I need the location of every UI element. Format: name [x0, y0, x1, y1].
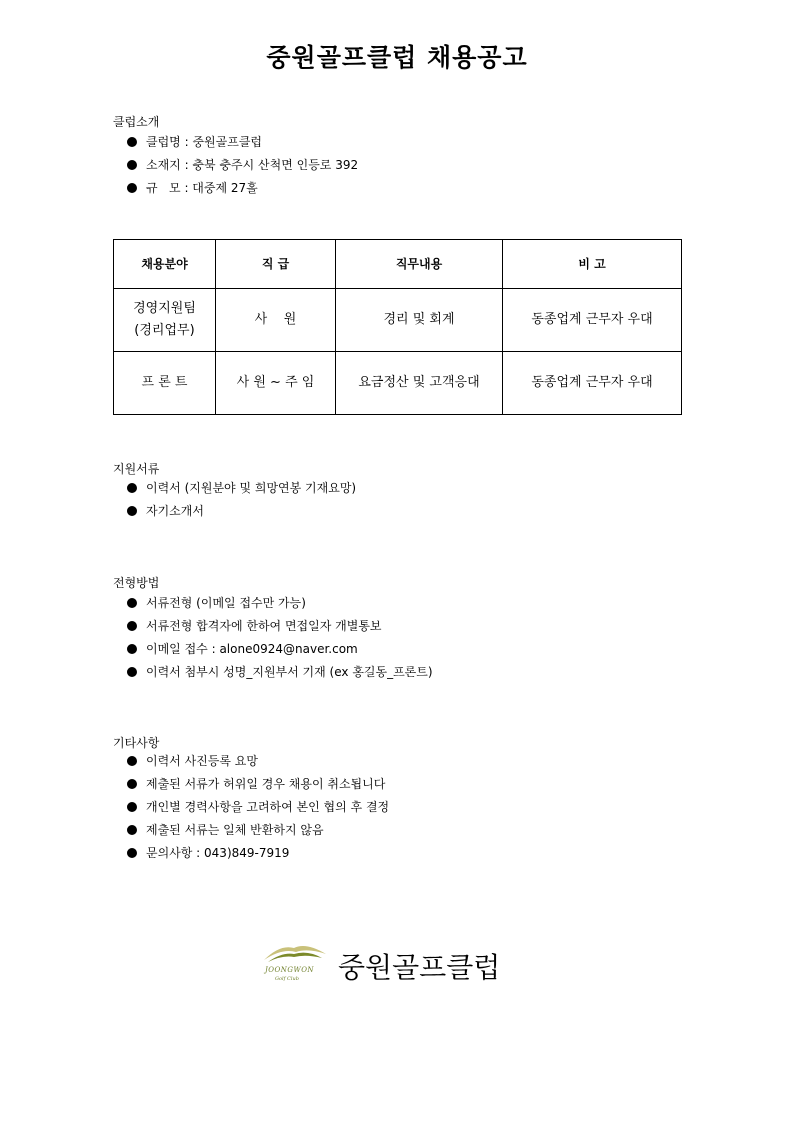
other-list — [127, 750, 389, 865]
page-title: 중원골프클럽 채용공고 — [266, 43, 528, 72]
documents-list — [127, 477, 356, 523]
cell-duty: 요금정산 및 고객응대 — [336, 352, 503, 415]
cell-field: 프 론 트 — [114, 352, 216, 415]
cell-field: 경영지원팀 (경리업무) — [114, 289, 216, 352]
list-item: 클럽명 : 중원골프클럽 — [127, 131, 358, 154]
list-item: 이력서 사진등록 요망 — [127, 750, 389, 773]
logo-brand: JOONGWON — [265, 966, 315, 974]
bullet-icon — [127, 598, 137, 608]
table-row — [114, 289, 682, 352]
table-row — [114, 352, 682, 415]
bullet-icon — [127, 160, 137, 170]
bullet-icon — [127, 756, 137, 766]
list-item: 자기소개서 — [127, 500, 356, 523]
other-heading: 기타사항 — [113, 736, 160, 750]
header-field: 채용분야 — [114, 240, 216, 289]
bullet-icon — [127, 802, 137, 812]
bullet-icon — [127, 137, 137, 147]
bullet-icon — [127, 825, 137, 835]
header-duty: 직무내용 — [336, 240, 503, 289]
table-header-row — [114, 240, 682, 289]
bullet-icon — [127, 183, 137, 193]
bullet-icon — [127, 779, 137, 789]
list-item: 이력서 첨부시 성명_지원부서 기재 (ex 홍길동_프론트) — [127, 661, 433, 684]
club-intro-heading: 클럽소개 — [113, 115, 160, 129]
list-item: 서류전형 합격자에 한하여 면접일자 개별통보 — [127, 615, 433, 638]
list-item: 이력서 (지원분야 및 희망연봉 기재요망) — [127, 477, 356, 500]
list-item: 제출된 서류가 허위일 경우 채용이 취소됩니다 — [127, 773, 389, 796]
bullet-icon — [127, 621, 137, 631]
cell-rank: 사 원 — [216, 289, 336, 352]
header-rank: 직 급 — [216, 240, 336, 289]
cell-rank: 사 원 ~ 주 임 — [216, 352, 336, 415]
logo-tagline: Golf Club — [275, 976, 299, 982]
cell-note: 동종업계 근무자 우대 — [503, 289, 682, 352]
club-intro-list — [127, 131, 358, 200]
list-item: 문의사항 : 043)849-7919 — [127, 842, 389, 865]
cell-duty: 경리 및 회계 — [336, 289, 503, 352]
list-item: 개인별 경력사항을 고려하여 본인 협의 후 결정 — [127, 796, 389, 819]
process-list — [127, 592, 433, 684]
list-item: 서류전형 (이메일 접수만 가능) — [127, 592, 433, 615]
documents-heading: 지원서류 — [113, 462, 160, 476]
process-heading: 전형방법 — [113, 576, 160, 590]
header-note: 비 고 — [503, 240, 682, 289]
mountain-logo-icon — [260, 938, 332, 968]
club-logo — [260, 938, 520, 988]
list-item: 제출된 서류는 일체 반환하지 않음 — [127, 819, 389, 842]
bullet-icon — [127, 483, 137, 493]
bullet-icon — [127, 848, 137, 858]
bullet-icon — [127, 506, 137, 516]
list-item: 소재지 : 충북 충주시 산척면 인등로 392 — [127, 154, 358, 177]
bullet-icon — [127, 667, 137, 677]
recruitment-table — [113, 239, 682, 415]
bullet-icon — [127, 644, 137, 654]
logo-club-name: 중원골프클럽 — [338, 951, 501, 984]
cell-note: 동종업계 근무자 우대 — [503, 352, 682, 415]
list-item: 규 모 : 대중제 27홀 — [127, 177, 358, 200]
list-item: 이메일 접수 : alone0924@naver.com — [127, 638, 433, 661]
